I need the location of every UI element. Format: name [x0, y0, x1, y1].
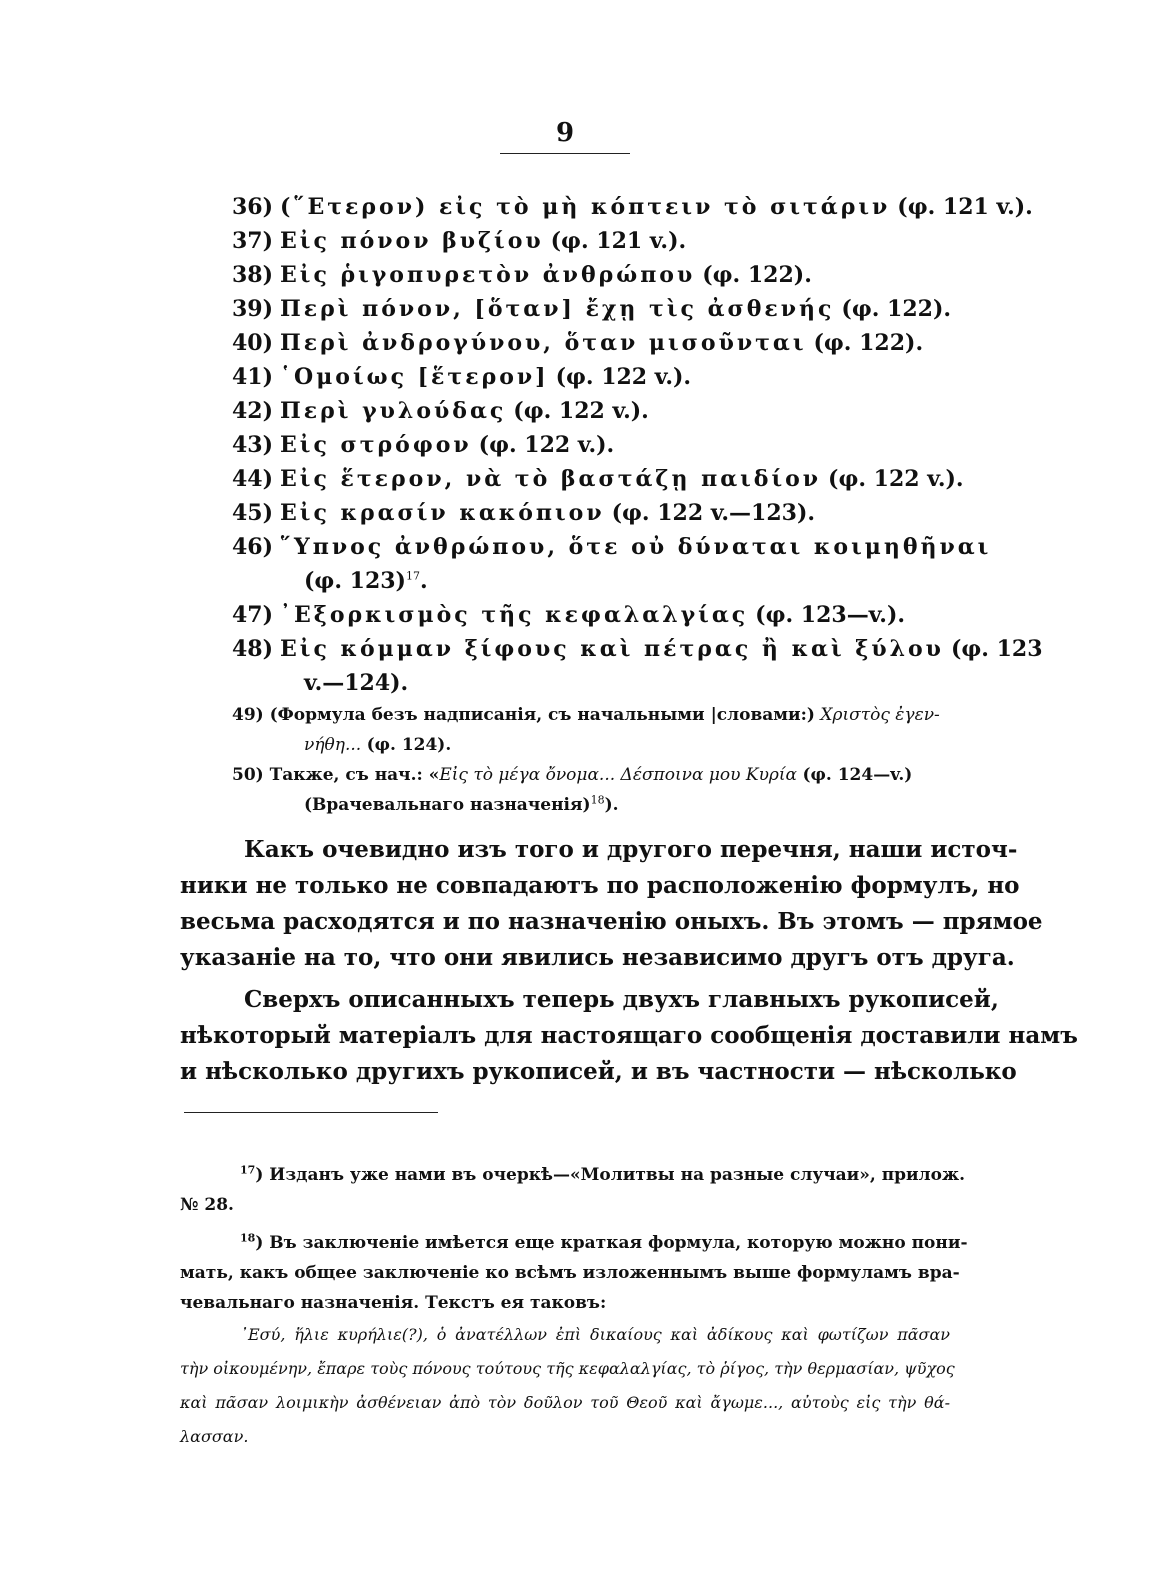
paragraph-2: Сверхъ описанныхъ теперь двухъ главныхъ рукописей, нѣкоторый матеріалъ для настоящаго сообщенія доставили намъ и нѣсколько другихъ рукописей, и въ частности — нѣсколько	[180, 986, 1078, 1085]
page-number-rule	[500, 153, 630, 154]
list-item: 47) ᾿Εξορκισμὸς τῆς κεφαλαλγίας (φ. 123—v.).	[232, 602, 906, 628]
list-item-49-continuation: νήθη... (φ. 124).	[304, 735, 452, 755]
list-item: 41) ῾Ομοίως [ἕτερον] (φ. 122 v.).	[232, 364, 692, 390]
footnotes	[180, 1160, 968, 1454]
list-item: 40) Περὶ ἀνδρογύνου, ὅταν μισοῦνται (φ. 122).	[232, 330, 924, 356]
list-item: 42) Περὶ γυλούδας (φ. 122 v.).	[232, 398, 649, 424]
list-item-50-continuation: (Врачевальнаго назначенія)$^{18}$).	[304, 793, 619, 815]
list-item-50: 50) Также, съ нач.: «Εἰς τὸ μέγα ὄνομα... Δέσποινα μου Κυρία (φ. 124—v.)	[232, 765, 913, 785]
list-item: 46) ῞Υπνος ἀνθρώπου, ὅτε οὐ δύναται κοιμηθῆναι	[232, 534, 992, 560]
list-item: 48) Εἰς κόμμαν ξίφους καὶ πέτρας ἢ καὶ ξύλου (φ. 123	[232, 636, 1043, 662]
body-text	[180, 832, 1078, 1090]
list-item: 37) Εἰς πόνον βυζίου (φ. 121 v.).	[232, 228, 687, 254]
list-item-49: 49) (Формула безъ надписанія, съ начальными |словами:) Χριστὸς ἐγεν-	[232, 705, 940, 725]
list-item: 38) Εἰς ῥιγοπυρετὸν ἀνθρώπου (φ. 122).	[232, 262, 812, 288]
list-item: 44) Εἰς ἕτερον, νὰ τὸ βαστάζῃ παιδίον (φ. 122 v.).	[232, 466, 964, 492]
page-number: 9	[555, 118, 575, 148]
footnote-rule	[184, 1112, 438, 1113]
greek-quote: ᾿Εσύ, ἥλιε κυρήλιε(?), ὁ ἀνατέλλων ἐπὶ δικαίους καὶ ἀδίκους καὶ φωτίζων πᾶσαν τὴν οἰκουμένην, ἔπαρε τοὺς πόνους τούτους τῆς κεφαλαλγίας, τὸ ῥίγος, τὴν θερμασίαν, ψῦχος καὶ πᾶσαν λοιμικὴν ἀσθένειαν ἀπὸ τὸν δοῦλον τοῦ Θεοῦ καὶ ἄγωμε..., αὐτοὺς εἰς τὴν θά- λασσαν.	[180, 1325, 955, 1446]
footnote-18: $^{18}$) Въ заключеніе имѣется еще краткая формула, которую можно пони- мать, какъ общее заключеніе ко всѣмъ изложеннымъ выше формуламъ вра- чевальнаго назначенія. Текстъ ея таковъ: ᾿Εσύ, ἥλιε κυρήλιε(?), ὁ ἀνατέλλων ἐπὶ δικαίους καὶ ἀδίκους καὶ φωτίζων πᾶσαν τὴν οἰκουμένην, ἔπαρε τοὺς πόνους τούτους τῆς κεφαλαλγίας, τὸ ῥίγος, τὴν θερμασίαν, ψῦχος καὶ πᾶσαν λοιμικὴν ἀσθένειαν ἀπὸ τὸν δοῦλον τοῦ Θεοῦ καὶ ἄγωμε..., αὐτοὺς εἰς τὴν θά- λασσαν.	[180, 1228, 950, 1454]
list-item: 43) Εἰς στρόφον (φ. 122 v.).	[232, 432, 615, 458]
footnote-17: $^{17}$) Изданъ уже нами въ очеркѣ—«Молитвы на разные случаи», прилож. № 28.	[180, 1163, 966, 1215]
list-item: 45) Εἰς κρασίν κακόπιον (φ. 122 v.—123).	[232, 500, 816, 526]
paragraph-1: Какъ очевидно изъ того и другого перечня, наши источ- ники не только не совпадаютъ по расположенію формулъ, но весьма расходятся и по назначенію оныхъ. Въ этомъ — прямое указаніе на то, что они явились независимо другъ отъ друга.	[180, 836, 1043, 971]
formula-list	[232, 190, 1043, 820]
list-item: 39) Περὶ πόνον, [ὅταν] ἔχῃ τὶς ἀσθενής (φ. 122).	[232, 296, 952, 322]
list-item: 36) (῞Ετερον) εἰς τὸ μὴ κόπτειν τὸ σιτάριν (φ. 121 v.).	[232, 194, 1033, 220]
list-item-continuation: (φ. 123)$^{17}$.	[304, 568, 428, 594]
list-item-continuation: v.—124).	[304, 670, 409, 696]
